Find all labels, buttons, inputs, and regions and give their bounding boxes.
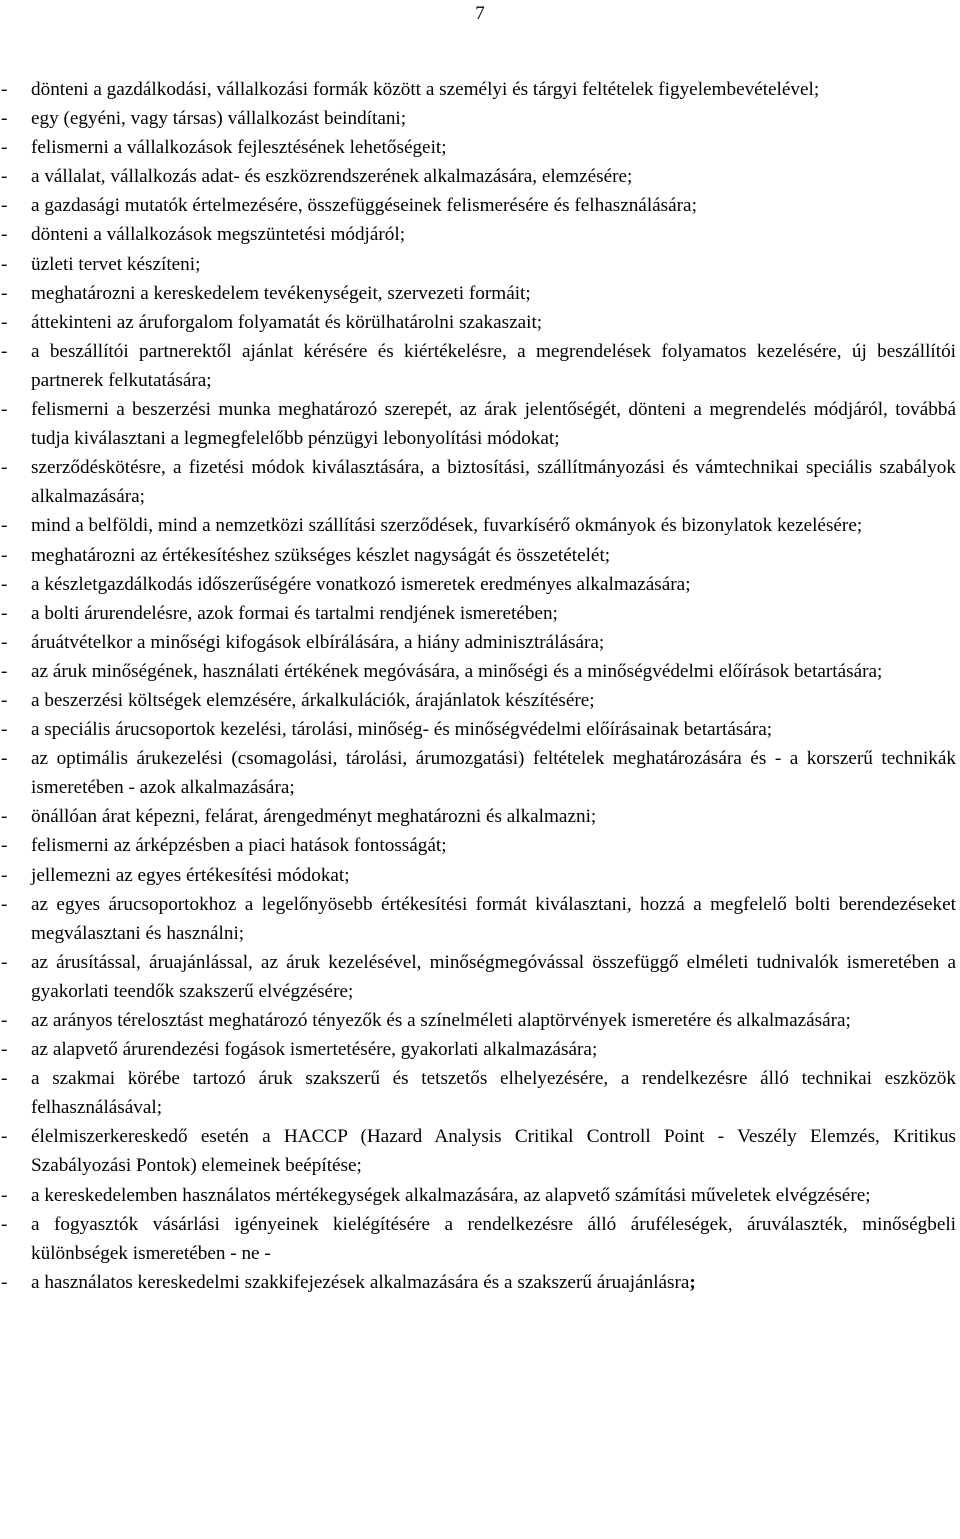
bullet-dash: -	[1, 1126, 8, 1148]
list-item-text: a beszerzési költségek elemzésére, árkalkulációk, árajánlatok készítésére;	[31, 689, 595, 711]
list-item	[0, 1181, 956, 1210]
bullet-dash: -	[1, 1184, 8, 1206]
list-item	[0, 279, 956, 308]
list-item-text: önállóan árat képezni, felárat, árengedményt meghatározni és alkalmazni;	[31, 806, 597, 828]
list-item	[0, 831, 956, 860]
list-item	[0, 715, 956, 744]
bullet-dash: -	[1, 457, 8, 479]
list-item-text: a használatos kereskedelmi szakkifejezések alkalmazására és a szakszerű áruajánlásra	[31, 1271, 690, 1293]
list-item	[0, 1006, 956, 1035]
bullet-dash: -	[1, 224, 8, 246]
bullet-dash: -	[1, 166, 8, 188]
list-item-text: az egyes árucsoportokhoz a legelőnyösebb értékesítési formát kiválasztani, hozzá a megfelelő bolti berendezéseket megválasztani és használni;	[31, 893, 956, 944]
bullet-dash: -	[1, 195, 8, 217]
bullet-dash: -	[1, 253, 8, 275]
bullet-dash: -	[1, 1010, 8, 1031]
list-item	[0, 1035, 956, 1064]
bullet-dash: -	[1, 864, 8, 886]
list-item-text: üzleti tervet készíteni;	[31, 253, 201, 275]
list-item-text: meghatározni az értékesítéshez szükséges készlet nagyságát és összetételét;	[31, 544, 611, 566]
bullet-dash: -	[1, 1271, 8, 1293]
list-item	[0, 628, 956, 657]
bullet-dash: -	[1, 893, 8, 915]
list-item-text: az arányos térelosztást meghatározó tényezők és a színelméleti alaptörvények ismeretére és alkalmazására;	[31, 1010, 851, 1031]
list-item	[0, 1122, 956, 1180]
list-item	[0, 599, 956, 628]
bullet-dash: -	[1, 282, 8, 304]
list-item	[0, 1268, 956, 1297]
bullet-dash: -	[1, 748, 8, 770]
list-item-text: az optimális árukezelési (csomagolási, tárolási, árumozgatási) feltételek meghatározására és - a korszerű technikák ismeretében - azok alkalmazására;	[31, 748, 956, 799]
list-item-text: jellemezni az egyes értékesítési módokat;	[31, 864, 350, 886]
list-item-text: dönteni a gazdálkodási, vállalkozási formák között a személyi és tárgyi feltételek figyelembevételével;	[31, 79, 820, 100]
list-item	[0, 570, 956, 599]
list-item-text: felismerni az árképzésben a piaci hatások fontosságát;	[31, 835, 447, 857]
list-item	[0, 104, 956, 133]
bullet-dash: -	[1, 806, 8, 828]
list-item	[0, 1210, 956, 1268]
list-item-text: áruátvételkor a minőségi kifogások elbírálására, a hiány adminisztrálására;	[31, 631, 605, 653]
list-item	[0, 511, 956, 540]
bullet-dash: -	[1, 660, 8, 682]
list-item-text: az áruk minőségének, használati értékének megóvására, a minőségi és a minőségvédelmi előírások betartására;	[31, 660, 883, 682]
bullet-dash: -	[1, 137, 8, 159]
list-item	[0, 686, 956, 715]
list-item-text: egy (egyéni, vagy társas) vállalkozást beindítani;	[31, 108, 407, 130]
list-item	[0, 890, 956, 948]
bullet-dash: -	[1, 399, 8, 421]
list-item-text: a vállalat, vállalkozás adat- és eszközrendszerének alkalmazására, elemzésére;	[31, 166, 633, 188]
list-item-text: a készletgazdálkodás időszerűségére vonatkozó ismeretek eredményes alkalmazására;	[31, 573, 691, 595]
bullet-dash: -	[1, 631, 8, 653]
list-item	[0, 308, 956, 337]
list-item	[0, 75, 956, 104]
list-item	[0, 133, 956, 162]
bullet-dash: -	[1, 1213, 8, 1235]
bullet-dash: -	[1, 1068, 8, 1090]
list-item-text: meghatározni a kereskedelem tevékenységeit, szervezeti formáit;	[31, 282, 531, 304]
list-item-tail: ;	[689, 1271, 696, 1293]
list-item-text: az alapvető árurendezési fogások ismertetésére, gyakorlati alkalmazására;	[31, 1039, 598, 1061]
bullet-dash: -	[1, 79, 8, 100]
bullet-dash: -	[1, 602, 8, 624]
list-item-text: élelmiszerkereskedő esetén a HACCP (Hazard Analysis Critikal Controll Point - Veszély Elemzés, Kritikus Szabályozási Pontok) elemeinek beépítése;	[31, 1126, 956, 1177]
bullet-dash: -	[1, 515, 8, 537]
list-item	[0, 861, 956, 890]
bullet-dash: -	[1, 544, 8, 566]
list-item-text: a bolti árurendelésre, azok formai és tartalmi rendjének ismeretében;	[31, 602, 558, 624]
list-item-text: felismerni a vállalkozások fejlesztésének lehetőségeit;	[31, 137, 447, 159]
list-item	[0, 744, 956, 802]
bullet-dash: -	[1, 719, 8, 741]
list-item	[0, 250, 956, 279]
list-item	[0, 657, 956, 686]
list-item-text: áttekinteni az áruforgalom folyamatát és körülhatárolni szakaszait;	[31, 311, 543, 333]
list-item-text: a speciális árucsoportok kezelési, tárolási, minőség- és minőségvédelmi előírásainak betartására;	[31, 719, 773, 741]
list-item	[0, 395, 956, 453]
bullet-dash: -	[1, 951, 8, 973]
list-item	[0, 541, 956, 570]
list-item	[0, 162, 956, 191]
list-item	[0, 802, 956, 831]
bullet-dash: -	[1, 689, 8, 711]
list-item	[0, 220, 956, 249]
page-number: 7	[475, 3, 485, 24]
list-item-text: felismerni a beszerzési munka meghatározó szerepét, az árak jelentőségét, dönteni a megrendelés módjáról, továbbá tudja kiválasztani a legmegfelelőbb pénzügyi lebonyolítási módokat;	[31, 399, 956, 450]
list-item	[0, 453, 956, 511]
list-item-text: a gazdasági mutatók értelmezésére, összefüggéseinek felismerésére és felhasználására;	[31, 195, 697, 217]
bullet-dash: -	[1, 1039, 8, 1061]
bullet-dash: -	[1, 108, 8, 130]
list-item-text: mind a belföldi, mind a nemzetközi szállítási szerződések, fuvarkísérő okmányok és bizonylatok kezelésére;	[31, 515, 863, 537]
list-item-text: szerződéskötésre, a fizetési módok kiválasztására, a biztosítási, szállítmányozási és vámtechnikai speciális szabályok alkalmazására;	[31, 457, 956, 508]
bullet-dash: -	[1, 573, 8, 595]
bullet-dash: -	[1, 835, 8, 857]
list-item-text: a beszállítói partnerektől ajánlat kérésére és kiértékelésre, a megrendelések folyamatos kezelésére, új beszállítói partnerek felkutatására;	[31, 340, 956, 391]
list-item	[0, 337, 956, 395]
bullet-dash: -	[1, 311, 8, 333]
competency-list	[0, 75, 956, 1297]
list-item-text: a fogyasztók vásárlási igényeinek kielégítésére a rendelkezésre álló áruféleségek, áruválaszték, minőségbeli különbségek ismeretében - ne -	[31, 1213, 956, 1264]
list-item-text: a szakmai körébe tartozó áruk szakszerű és tetszetős elhelyezésére, a rendelkezésre álló technikai eszközök felhasználásával;	[31, 1068, 956, 1119]
list-item	[0, 948, 956, 1006]
list-item-text: az árusítással, áruajánlással, az áruk kezelésével, minőségmegóvással összefüggő elméleti tudnivalók ismeretében a gyakorlati teendők szakszerű elvégzésére;	[31, 951, 956, 1002]
bullet-dash: -	[1, 340, 8, 362]
list-item	[0, 1064, 956, 1122]
list-item	[0, 191, 956, 220]
list-item-text: a kereskedelemben használatos mértékegységek alkalmazására, az alapvető számítási műveletek elvégzésére;	[31, 1184, 871, 1206]
list-item-text: dönteni a vállalkozások megszüntetési módjáról;	[31, 224, 406, 246]
